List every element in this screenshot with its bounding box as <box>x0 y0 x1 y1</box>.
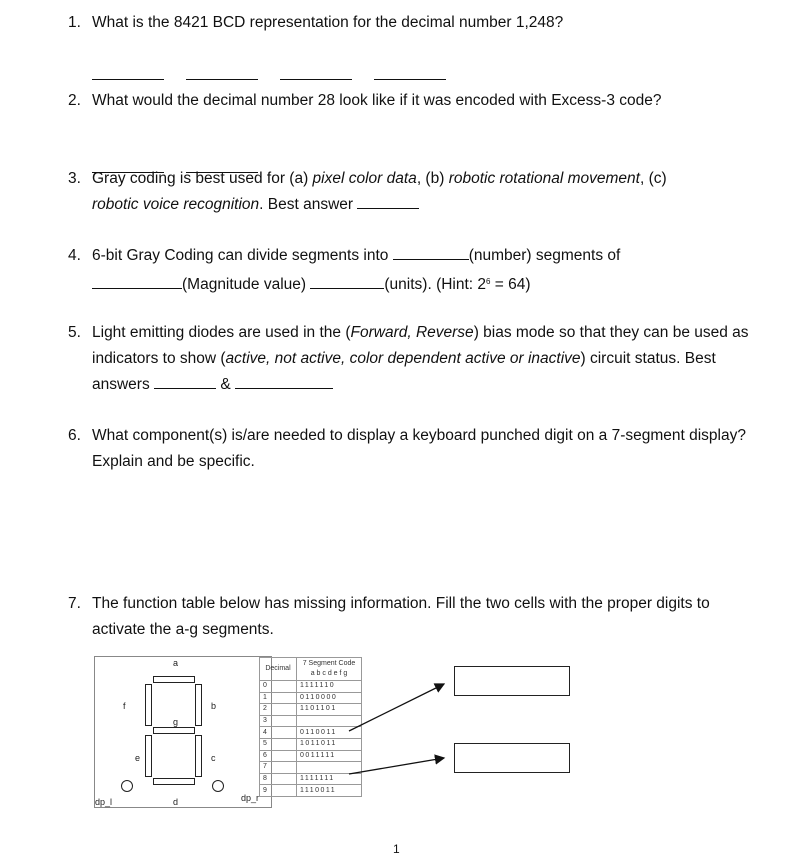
option-a: Forward, Reverse <box>350 324 474 341</box>
cell-code: 1111110 <box>297 681 362 693</box>
option-a: pixel color data <box>312 170 417 187</box>
question-number: 7. <box>68 595 81 612</box>
label-g: g <box>173 717 179 727</box>
cell-code: 0110000 <box>297 692 362 704</box>
cell-code: 1110011 <box>297 785 362 797</box>
cell-decimal: 8 <box>260 773 297 785</box>
header-decimal: Decimal <box>260 658 297 681</box>
cell-decimal: 9 <box>260 785 297 797</box>
arrow-row-3 <box>349 684 444 731</box>
text: = 64) <box>490 276 531 293</box>
cell-decimal: 4 <box>260 727 297 739</box>
question-number: 3. <box>68 170 81 187</box>
text: ) bias mode so that they can be used as indicators to show ( <box>92 324 749 367</box>
header-code-title: 7 Segment Code <box>302 660 356 667</box>
cell-decimal: 7 <box>260 762 297 774</box>
text: , (b) <box>416 170 449 187</box>
cell-code: 1111111 <box>297 773 362 785</box>
label-dp-right: dp_r <box>241 793 260 803</box>
text: ) circuit status. Best answers <box>92 350 716 393</box>
label-a: a <box>173 658 179 668</box>
cell-decimal: 0 <box>260 681 297 693</box>
label-f: f <box>123 701 126 711</box>
cell-code: 0110011 <box>297 727 362 739</box>
text: (units). (Hint: 2 <box>384 276 487 293</box>
option-b: active, not active, color dependent active or inactive <box>225 350 581 367</box>
cell-code: 1101101 <box>297 704 362 716</box>
cell-code: 1011011 <box>297 738 362 750</box>
option-b: robotic rotational movement <box>448 170 640 187</box>
text: & <box>220 376 231 393</box>
cell-decimal: 5 <box>260 738 297 750</box>
text: Light emitting diodes are used in the ( <box>92 324 351 341</box>
answer-box-1[interactable] <box>454 666 570 696</box>
answer-box-2[interactable] <box>454 743 570 773</box>
question-text: What is the 8421 BCD representation for the decimal number 1,248? <box>92 14 564 31</box>
question-number: 6. <box>68 427 81 444</box>
text: Gray coding is best used for (a) <box>92 170 313 187</box>
question-number: 2. <box>68 92 81 109</box>
header-code-letters: a b c d e f g <box>310 670 348 677</box>
label-d: d <box>173 797 179 807</box>
question-text: The function table below has missing information. Fill the two cells with the proper digits to activate the a-g segments. <box>92 595 710 638</box>
question-number: 1. <box>68 14 81 31</box>
label-e: e <box>135 753 141 763</box>
arrow-row-7 <box>349 758 444 774</box>
page-number: 1 <box>393 842 400 856</box>
label-dp-left: dp_l <box>95 797 113 807</box>
label-b: b <box>211 701 217 711</box>
option-c: robotic voice recognition <box>92 196 260 213</box>
label-c: c <box>211 753 216 763</box>
question-number: 5. <box>68 324 81 341</box>
question-text: What component(s) is/are needed to display a keyboard punched digit on a 7-segment display? Explain and be specific. <box>92 427 746 470</box>
text: (Magnitude value) <box>182 276 307 293</box>
cell-decimal: 2 <box>260 704 297 716</box>
superscript: 6 <box>486 277 491 286</box>
text: , (c) <box>639 170 667 187</box>
question-number: 4. <box>68 247 81 264</box>
cell-decimal: 1 <box>260 692 297 704</box>
text: . Best answer <box>259 196 354 213</box>
text: (number) segments of <box>468 247 621 264</box>
cell-code: 0011111 <box>297 750 362 762</box>
cell-decimal: 3 <box>260 715 297 727</box>
question-text: What would the decimal number 28 look like if it was encoded with Excess-3 code? <box>92 92 662 109</box>
cell-decimal: 6 <box>260 750 297 762</box>
text: 6-bit Gray Coding can divide segments into <box>92 247 389 264</box>
